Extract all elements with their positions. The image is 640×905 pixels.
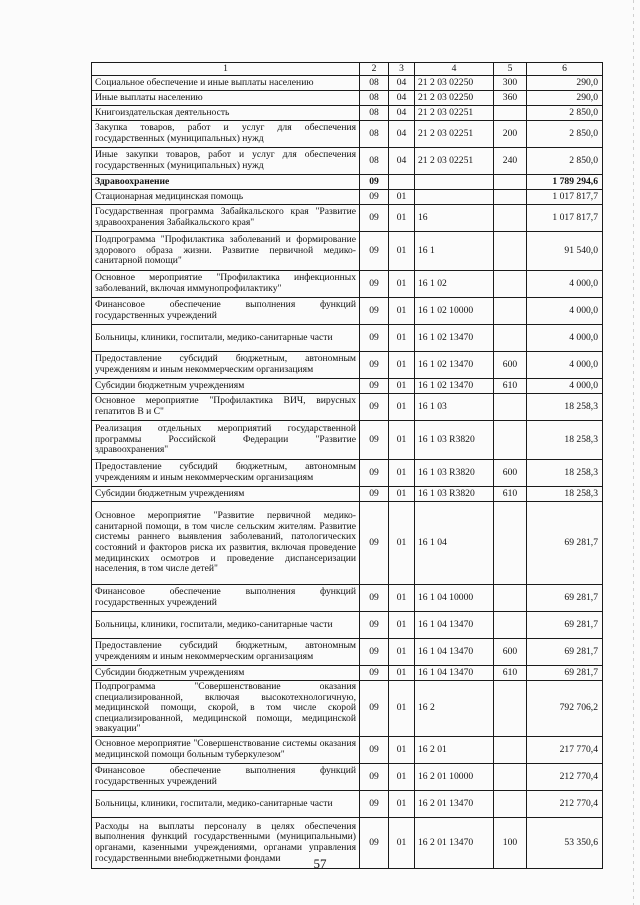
cell-sum: 4 000,0 [527,325,603,352]
cell-name: Иные выплаты населению [92,91,360,106]
cell-sum: 290,0 [527,91,603,106]
budget-table [91,62,603,869]
cell-rz: 09 [360,175,389,190]
cell-sum: 2 850,0 [527,148,603,175]
cell-vr [494,394,527,421]
cell-csr: 16 1 02 13470 [415,352,494,379]
cell-vr [494,175,527,190]
cell-pr: 04 [389,148,415,175]
cell-name: Финансовое обеспечение выполнения функций государственных учреждений [92,585,360,612]
cell-vr: 610 [494,666,527,681]
cell-csr: 21 2 03 02250 [415,91,494,106]
cell-vr [494,502,527,585]
cell-pr: 01 [389,817,415,868]
cell-rz: 08 [360,91,389,106]
cell-pr: 01 [389,352,415,379]
cell-name: Здравоохранение [92,175,360,190]
cell-vr [494,585,527,612]
cell-csr: 21 2 03 02251 [415,106,494,121]
cell-pr: 04 [389,91,415,106]
cell-name: Реализация отдельных мероприятий государственной программы Российской Федерации "Развитие здравоохранения" [92,421,360,460]
table-row [92,790,603,817]
cell-name: Субсидии бюджетным учреждениям [92,379,360,394]
cell-sum: 4 000,0 [527,271,603,298]
cell-name: Подпрограмма "Профилактика заболеваний и формирование здорового образа жизни. Развитие первичной медико-санитарной помощи" [92,232,360,271]
cell-rz: 09 [360,487,389,502]
cell-sum: 18 258,3 [527,487,603,502]
table-row [92,763,603,790]
header-cell-rz: 2 [360,63,389,76]
table-row [92,502,603,585]
cell-sum: 1 017 817,7 [527,205,603,232]
cell-csr: 16 1 04 10000 [415,585,494,612]
cell-name: Субсидии бюджетным учреждениям [92,666,360,681]
cell-pr: 01 [389,487,415,502]
header-cell-csr: 4 [415,63,494,76]
cell-rz: 09 [360,666,389,681]
cell-csr: 16 1 03 R3820 [415,421,494,460]
cell-vr [494,763,527,790]
budget-table-body [92,63,603,869]
header-cell-pr: 3 [389,63,415,76]
table-row [92,487,603,502]
cell-pr: 04 [389,106,415,121]
table-header-row [92,63,603,76]
cell-name: Закупка товаров, работ и услуг для обеспечения государственных (муниципальных) нужд [92,121,360,148]
cell-pr: 01 [389,790,415,817]
cell-pr: 01 [389,502,415,585]
cell-pr: 01 [389,666,415,681]
cell-csr: 16 2 01 13470 [415,790,494,817]
cell-sum: 792 706,2 [527,681,603,737]
table-row [92,736,603,763]
cell-vr: 600 [494,460,527,487]
cell-pr: 01 [389,271,415,298]
cell-sum: 2 850,0 [527,106,603,121]
cell-csr: 16 2 01 13470 [415,817,494,868]
cell-rz: 09 [360,585,389,612]
table-row [92,106,603,121]
cell-sum: 18 258,3 [527,460,603,487]
cell-vr [494,190,527,205]
cell-sum: 290,0 [527,76,603,91]
cell-sum: 18 258,3 [527,421,603,460]
cell-pr: 01 [389,585,415,612]
cell-sum: 69 281,7 [527,639,603,666]
cell-name: Социальное обеспечение и иные выплаты населению [92,76,360,91]
cell-rz: 09 [360,232,389,271]
cell-sum: 212 770,4 [527,790,603,817]
table-row [92,232,603,271]
cell-csr: 16 1 03 R3820 [415,487,494,502]
cell-csr: 16 1 04 [415,502,494,585]
table-row [92,205,603,232]
cell-vr [494,106,527,121]
cell-sum: 1 789 294,6 [527,175,603,190]
cell-vr: 600 [494,352,527,379]
table-row [92,121,603,148]
cell-name: Иные закупки товаров, работ и услуг для обеспечения государственных (муниципальных) нужд [92,148,360,175]
cell-rz: 08 [360,121,389,148]
cell-rz: 09 [360,325,389,352]
table-row [92,271,603,298]
cell-name: Финансовое обеспечение выполнения функций государственных учреждений [92,298,360,325]
table-row [92,585,603,612]
table-row [92,91,603,106]
cell-vr: 360 [494,91,527,106]
cell-name: Государственная программа Забайкальского края "Развитие здравоохранения Забайкальского края" [92,205,360,232]
table-row [92,175,603,190]
cell-vr: 610 [494,379,527,394]
cell-pr: 01 [389,205,415,232]
cell-rz: 09 [360,394,389,421]
cell-csr: 16 2 [415,681,494,737]
cell-csr [415,190,494,205]
cell-csr: 16 1 02 10000 [415,298,494,325]
cell-sum: 4 000,0 [527,298,603,325]
cell-rz: 09 [360,298,389,325]
table-row [92,352,603,379]
cell-name: Предоставление субсидий бюджетным, автономным учреждениям и иным некоммерческим организациям [92,460,360,487]
cell-csr: 21 2 03 02251 [415,121,494,148]
cell-sum: 53 350,6 [527,817,603,868]
cell-pr: 01 [389,460,415,487]
cell-rz: 09 [360,421,389,460]
cell-rz: 08 [360,148,389,175]
cell-name: Книгоиздательская деятельность [92,106,360,121]
cell-pr: 01 [389,325,415,352]
cell-csr: 16 1 04 13470 [415,612,494,639]
table-row [92,148,603,175]
cell-rz: 09 [360,352,389,379]
cell-rz: 09 [360,639,389,666]
page-edge-mark [633,0,634,905]
cell-name: Основное мероприятие "Профилактика инфекционных заболеваний, включая иммунопрофилактику" [92,271,360,298]
cell-rz: 09 [360,379,389,394]
table-row [92,325,603,352]
table-row [92,421,603,460]
cell-rz: 09 [360,460,389,487]
cell-sum: 4 000,0 [527,379,603,394]
cell-name: Расходы на выплаты персоналу в целях обеспечения выполнения функций государственными (муниципальными) органами, казенными учреждениями, органами управления государственными внебюджетными фондами [92,817,360,868]
cell-pr: 01 [389,421,415,460]
cell-csr: 16 2 01 10000 [415,763,494,790]
cell-name: Основное мероприятие "Развитие первичной медико-санитарной помощи, в том числе сельским жителям. Развитие системы раннего выявления заболеваний, патологических состояний и факторов риска их развития, включая проведение медицинских осмотров и проведение диспансеризации населения, в том числе детей" [92,502,360,585]
cell-csr: 21 2 03 02251 [415,148,494,175]
cell-sum: 217 770,4 [527,736,603,763]
cell-csr: 16 1 02 [415,271,494,298]
cell-sum: 1 017 817,7 [527,190,603,205]
cell-name: Предоставление субсидий бюджетным, автономным учреждениям и иным некоммерческим организациям [92,639,360,666]
cell-pr: 01 [389,379,415,394]
cell-name: Основное мероприятие "Профилактика ВИЧ, вирусных гепатитов В и С" [92,394,360,421]
cell-rz: 09 [360,736,389,763]
cell-sum: 4 000,0 [527,352,603,379]
cell-vr [494,736,527,763]
cell-name: Финансовое обеспечение выполнения функций государственных учреждений [92,763,360,790]
cell-csr: 16 1 03 R3820 [415,460,494,487]
cell-rz: 09 [360,205,389,232]
cell-rz: 09 [360,817,389,868]
cell-rz: 08 [360,76,389,91]
cell-name: Больницы, клиники, госпитали, медико-санитарные части [92,612,360,639]
cell-name: Больницы, клиники, госпитали, медико-санитарные части [92,790,360,817]
cell-vr [494,325,527,352]
cell-vr [494,421,527,460]
cell-rz: 09 [360,763,389,790]
table-row [92,379,603,394]
cell-pr: 01 [389,394,415,421]
cell-vr: 240 [494,148,527,175]
header-cell-name: 1 [92,63,360,76]
cell-pr: 01 [389,612,415,639]
header-cell-sum: 6 [527,63,603,76]
cell-sum: 69 281,7 [527,612,603,639]
cell-csr: 21 2 03 02250 [415,76,494,91]
cell-name: Основное мероприятие "Совершенствование системы оказания медицинской помощи больным туберкулезом" [92,736,360,763]
cell-rz: 09 [360,502,389,585]
cell-vr: 300 [494,76,527,91]
cell-pr: 01 [389,763,415,790]
cell-csr [415,175,494,190]
cell-vr: 100 [494,817,527,868]
cell-pr: 01 [389,190,415,205]
cell-csr: 16 1 [415,232,494,271]
cell-sum: 69 281,7 [527,585,603,612]
table-row [92,76,603,91]
page-number: 57 [313,856,327,871]
cell-csr: 16 1 03 [415,394,494,421]
cell-sum: 18 258,3 [527,394,603,421]
cell-csr: 16 1 02 13470 [415,379,494,394]
cell-vr: 610 [494,487,527,502]
cell-csr: 16 [415,205,494,232]
cell-sum: 212 770,4 [527,763,603,790]
cell-sum: 69 281,7 [527,502,603,585]
cell-vr [494,232,527,271]
cell-sum: 91 540,0 [527,232,603,271]
cell-name: Больницы, клиники, госпитали, медико-санитарные части [92,325,360,352]
cell-name: Подпрограмма "Совершенствование оказания специализированной, включая высокотехнологичную, медицинской помощи, скорой, в том числе скорой специализированной, медицинской помощи, медицинской эвакуации" [92,681,360,737]
cell-pr: 01 [389,736,415,763]
cell-vr [494,612,527,639]
cell-vr: 600 [494,639,527,666]
cell-sum: 69 281,7 [527,666,603,681]
cell-rz: 09 [360,612,389,639]
table-row [92,681,603,737]
cell-rz: 08 [360,106,389,121]
cell-rz: 09 [360,681,389,737]
cell-name: Предоставление субсидий бюджетным, автономным учреждениям и иным некоммерческим организациям [92,352,360,379]
cell-rz: 09 [360,790,389,817]
table-row [92,612,603,639]
cell-vr [494,298,527,325]
table-row [92,190,603,205]
cell-vr [494,271,527,298]
cell-pr: 01 [389,232,415,271]
table-row [92,639,603,666]
header-cell-vr: 5 [494,63,527,76]
cell-name: Субсидии бюджетным учреждениям [92,487,360,502]
cell-rz: 09 [360,271,389,298]
cell-pr [389,175,415,190]
table-row [92,666,603,681]
cell-pr: 04 [389,76,415,91]
cell-pr: 01 [389,639,415,666]
cell-pr: 01 [389,681,415,737]
cell-csr: 16 2 01 [415,736,494,763]
cell-vr: 200 [494,121,527,148]
cell-csr: 16 1 02 13470 [415,325,494,352]
table-row [92,298,603,325]
cell-csr: 16 1 04 13470 [415,639,494,666]
cell-pr: 01 [389,298,415,325]
table-row [92,394,603,421]
cell-name: Стационарная медицинская помощь [92,190,360,205]
cell-sum: 2 850,0 [527,121,603,148]
cell-pr: 04 [389,121,415,148]
cell-rz: 09 [360,190,389,205]
cell-vr [494,205,527,232]
cell-csr: 16 1 04 13470 [415,666,494,681]
table-row [92,460,603,487]
cell-vr [494,681,527,737]
cell-vr [494,790,527,817]
